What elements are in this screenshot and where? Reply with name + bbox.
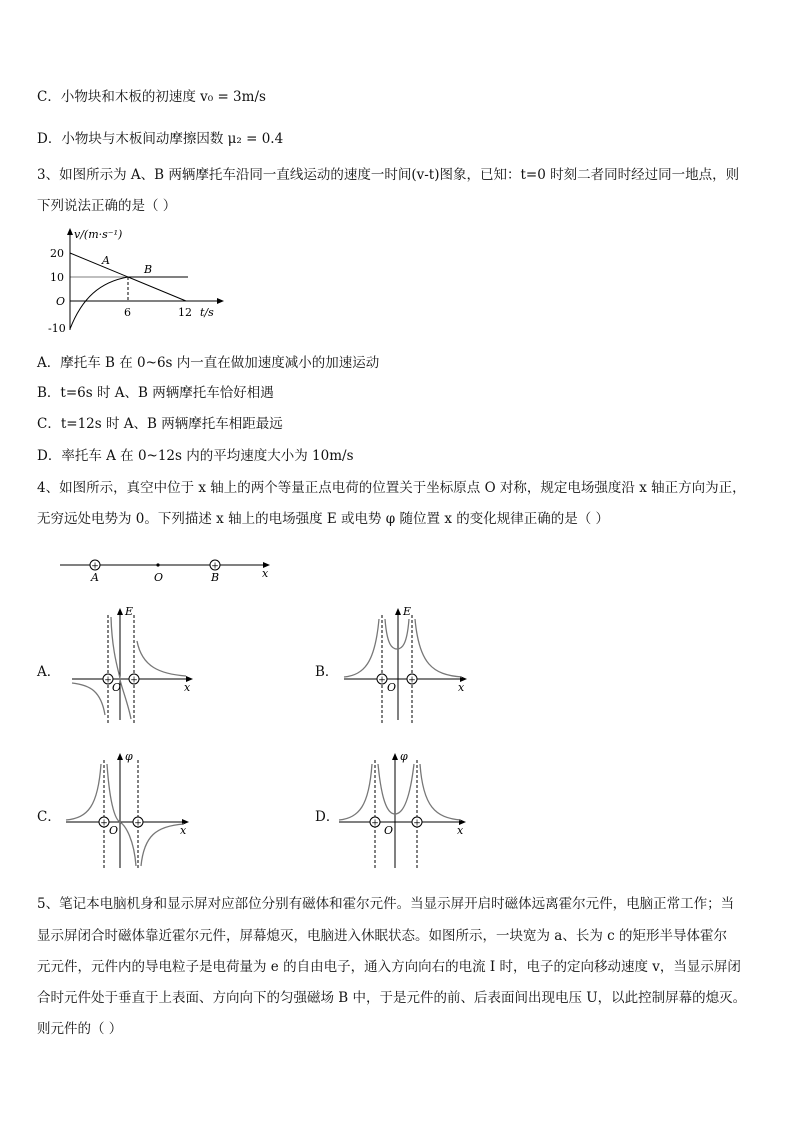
x-axis-arrow: [217, 298, 224, 304]
origin-label: O: [112, 681, 122, 694]
curve-right: [420, 764, 461, 820]
q4-choice-d-graph: [337, 750, 472, 872]
charge-left-sign: +: [100, 818, 108, 829]
q3-option-a: A．摩托车 B 在 0~6s 内一直在做加速度减小的加速运动: [37, 355, 380, 371]
q4-choice-c-graph: [64, 750, 194, 872]
charge-b-sign: +: [211, 561, 219, 572]
curve-left: [344, 619, 379, 677]
label-x: x: [262, 567, 269, 580]
q4-charge-axis: [60, 555, 275, 585]
origin-label: O: [387, 681, 397, 694]
tick-6: 6: [124, 306, 131, 319]
tick-10: 10: [50, 271, 64, 284]
y-axis-arrow: [67, 228, 73, 235]
origin-label: O: [56, 295, 66, 308]
y-label: φ: [125, 750, 133, 763]
curve-b: [70, 277, 188, 329]
option-c-prev: C．小物块和木板的初速度 v₀ = 3m/s: [37, 89, 266, 105]
q3-vt-graph: [40, 226, 230, 336]
charge-left-sign: +: [371, 818, 379, 829]
label-o: O: [154, 571, 164, 584]
y-arrow: [117, 753, 123, 760]
curve-left: [66, 764, 101, 820]
tick-20: 20: [50, 247, 64, 260]
q4-choice-c-label: C．: [37, 809, 61, 825]
label-b: B: [211, 571, 220, 584]
label-a: A: [102, 254, 110, 267]
q5-line3: 元元件，元件内的导电粒子是电荷量为 e 的自由电子，通入方向向右的电流 I 时，电子的定向移动速度 v，当显示屏闭: [37, 959, 741, 975]
curve-middle: [385, 619, 409, 649]
q4-choice-b-label: B．: [315, 664, 339, 680]
origin-dot: [156, 563, 159, 566]
q5-line5: 则元件的（ ）: [37, 1021, 123, 1037]
charge-right-sign: +: [413, 818, 421, 829]
curve-right: [415, 619, 462, 677]
q5-line2: 显示屏闭合时磁体靠近霍尔元件，屏幕熄灭，电脑进入休眠状态。如图所示，一块宽为 a、长为 c 的矩形半导体霍尔: [37, 928, 727, 944]
y-label: φ: [400, 750, 408, 763]
q4-choice-a-graph: [68, 605, 196, 725]
q3-option-b: B．t=6s 时 A、B 两辆摩托车恰好相遇: [37, 385, 274, 401]
y-axis-label: v/(m·s⁻¹): [74, 228, 123, 241]
curve-middle: [111, 617, 131, 719]
q3-stem-line2: 下列说法正确的是（ ）: [37, 198, 177, 214]
q4-stem-line2: 无穷远处电势为 0。下列描述 x 轴上的电场强度 E 或电势 φ 随位置 x 的变化规律正确的是（ ）: [37, 511, 610, 527]
q4-choice-b-graph: [342, 605, 472, 725]
charge-right-sign: +: [408, 675, 416, 686]
x-label: x: [458, 681, 465, 694]
option-d-prev: D．小物块与木板间动摩擦因数 μ₂ = 0.4: [37, 131, 284, 147]
tick-12: 12: [178, 306, 192, 319]
q4-choice-a-label: A．: [37, 664, 61, 680]
q3-option-c: C．t=12s 时 A、B 两辆摩托车相距最远: [37, 416, 283, 432]
q5-line1: 5、笔记本电脑机身和显示屏对应部位分别有磁体和霍尔元件。当显示屏开启时磁体远离霍尔元件，电脑正常工作；当: [37, 896, 735, 912]
q3-stem-line1: 3、如图所示为 A、B 两辆摩托车沿同一直线运动的速度一时间(v-t)图象，已知：t=0 时刻二者同时经过同一地点，则: [37, 167, 740, 183]
y-label: E: [403, 605, 412, 618]
x-label: x: [180, 824, 187, 837]
label-b: B: [144, 263, 153, 276]
charge-right-sign: +: [134, 818, 142, 829]
q4-choice-d-label: D．: [315, 809, 340, 825]
curve-middle: [107, 764, 136, 866]
x-label: x: [184, 681, 191, 694]
tick-neg10: -10: [48, 322, 66, 335]
charge-a-sign: +: [91, 561, 99, 572]
y-label: E: [125, 605, 134, 618]
charge-right-sign: +: [130, 675, 138, 686]
origin-label: O: [384, 824, 394, 837]
y-arrow: [392, 753, 398, 760]
q4-stem-line1: 4、如图所示，真空中位于 x 轴上的两个等量正点电荷的位置关于坐标原点 O 对称，规定电场强度沿 x 轴正方向为正，: [37, 480, 746, 496]
curve-right: [137, 641, 186, 676]
curve-left: [72, 683, 105, 715]
q3-option-d: D．率托车 A 在 0~12s 内的平均速度大小为 10m/s: [37, 448, 354, 464]
label-a: A: [91, 571, 99, 584]
x-label: x: [457, 824, 464, 837]
origin-label: O: [109, 824, 119, 837]
curve-middle: [378, 764, 414, 814]
charge-left-sign: +: [378, 675, 386, 686]
y-arrow: [395, 608, 401, 615]
x-axis-label: t/s: [200, 306, 214, 319]
q5-line4: 合时元件处于垂直于上表面、方向向下的匀强磁场 B 中，于是元件的前、后表面间出现电压 U，以此控制屏幕的熄灭。: [37, 990, 747, 1006]
charge-left-sign: +: [104, 675, 112, 686]
y-arrow: [117, 608, 123, 615]
curve-left: [339, 764, 372, 820]
curve-right: [141, 824, 184, 866]
